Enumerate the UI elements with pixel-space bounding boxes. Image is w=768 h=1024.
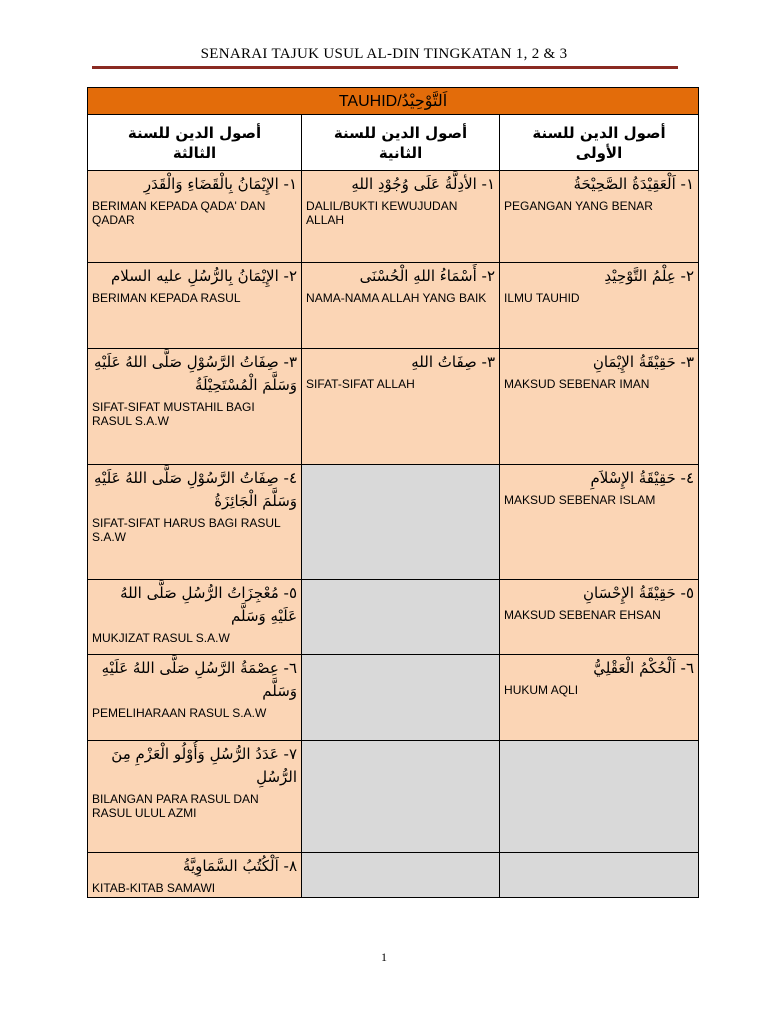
title-rule: [92, 66, 678, 69]
topic-arabic: ٢- الإِيْمَانُ بِالرُّسُلِ عليه السلام: [110, 267, 298, 285]
column-header-line: الأولى: [575, 143, 623, 162]
topic-malay: KITAB-KITAB SAMAWI: [92, 881, 216, 895]
table-row: [88, 741, 699, 853]
topic-arabic: ١- الإِيْمَانُ بِالْقَضَاءِ وَالْقَدَرِ: [143, 175, 298, 193]
topic-cell: [88, 263, 302, 349]
topic-cell: [88, 349, 302, 465]
column-header-line: الثالثة: [172, 143, 217, 162]
empty-cell: [302, 853, 500, 898]
topic-arabic: ٢- عِلْمُ التَّوْحِيْدِ: [604, 267, 695, 285]
topic-malay: MAKSUD SEBENAR IMAN: [504, 377, 650, 391]
column-header-line: الثانية: [378, 143, 423, 162]
topic-malay: BERIMAN KEPADA QADA' DAN QADAR: [92, 199, 266, 227]
table-row: [88, 465, 699, 580]
empty-cell: [302, 580, 500, 655]
topic-arabic: ٣- حَقِيْقَةُ الإِيْمَانِ: [592, 353, 695, 371]
column-header-row: [88, 115, 699, 171]
topic-malay: PEMELIHARAAN RASUL S.A.W: [92, 706, 267, 720]
topic-arabic: ٣- صِفَاتُ اللهِ: [411, 353, 496, 371]
topic-malay: ILMU TAUHID: [504, 291, 580, 305]
topic-malay: HUKUM AQLI: [504, 683, 579, 697]
empty-cell: [302, 465, 500, 580]
table-header: [88, 88, 699, 115]
topic-malay: MAKSUD SEBENAR ISLAM: [504, 493, 656, 507]
topic-malay: MUKJIZAT RASUL S.A.W: [92, 631, 230, 645]
page-number: 1: [381, 950, 387, 964]
table-row: [88, 349, 699, 465]
topic-cell: [500, 580, 699, 655]
column-header-year-1: [500, 115, 699, 171]
topic-cell: [88, 171, 302, 263]
page-title: SENARAI TAJUK USUL AL-DIN TINGKATAN 1, 2 & 3: [200, 46, 568, 62]
empty-cell: [500, 741, 699, 853]
topic-cell: [500, 349, 699, 465]
topic-malay: BERIMAN KEPADA RASUL: [92, 291, 241, 305]
topic-cell: [302, 349, 500, 465]
topic-malay: SIFAT-SIFAT ALLAH: [306, 377, 415, 391]
topic-malay: MAKSUD SEBENAR EHSAN: [504, 608, 661, 622]
topic-arabic: ١- الأدِلَّةُ عَلَى وُجُوْدِ اللهِ: [351, 175, 496, 193]
table-row: [88, 263, 699, 349]
topic-cell: [88, 853, 302, 898]
topic-cell: [88, 655, 302, 741]
topic-arabic: ٤- صِفَاتُ الرَّسُوْلِ صَلَّى اللهُ عَلَيْهِ وَسَلَّمَ الْجَائِزَةُ: [94, 469, 298, 510]
topic-arabic: ٣- صِفَاتُ الرَّسُوْلِ صَلَّى اللهُ عَلَيْهِ وَسَلَّمَ الْمُسْتَحِيْلَةُ: [94, 353, 298, 394]
topic-arabic: ٦- اَلْحُكْمُ الْعَقْلِيُّ: [593, 659, 695, 677]
topic-cell: [500, 465, 699, 580]
topic-cell: [88, 580, 302, 655]
empty-cell: [302, 655, 500, 741]
topic-cell: [88, 465, 302, 580]
topic-arabic: ٧- عَدَدُ الرُّسُلِ وَأُوْلُو الْعَزْمِ مِنَ الرُّسُلِ: [111, 745, 298, 786]
topic-malay: BILANGAN PARA RASUL DAN RASUL ULUL AZMI: [92, 792, 259, 820]
column-header-year-2: [302, 115, 500, 171]
topic-malay: SIFAT-SIFAT HARUS BAGI RASUL S.A.W: [92, 516, 281, 544]
topic-malay: SIFAT-SIFAT MUSTAHIL BAGI RASUL S.A.W: [92, 400, 255, 428]
column-header-line: أصول الدين للسنة: [532, 123, 666, 142]
topic-malay: NAMA-NAMA ALLAH YANG BAIK: [306, 291, 487, 305]
topic-cell: [88, 741, 302, 853]
topic-cell: [500, 263, 699, 349]
empty-cell: [500, 853, 699, 898]
topic-arabic: ٥- مُعْجِزَاتُ الرُّسُلِ صَلَّى اللهُ عَلَيْهِ وَسَلَّم: [120, 584, 298, 625]
topic-cell: [500, 655, 699, 741]
column-header-line: أصول الدين للسنة: [333, 123, 468, 142]
table-row: [88, 171, 699, 263]
column-header-line: أصول الدين للسنة: [127, 123, 262, 142]
topic-arabic: ٤- حَقِيْقَةُ الإِسْلاَمِ: [590, 469, 695, 487]
topic-arabic: ٢- أَسْمَاءُ اللهِ الْحُسْنَى: [359, 267, 496, 285]
topic-arabic: ١- اَلْعَقِيْدَةُ الصَّحِيْحَةُ: [573, 175, 695, 193]
table-header-text: TAUHID/اَلتَّوْحِيْدُ: [338, 93, 448, 110]
empty-cell: [302, 741, 500, 853]
topic-cell: [302, 263, 500, 349]
column-header-year-3: [88, 115, 302, 171]
table-row: [88, 655, 699, 741]
topic-malay: PEGANGAN YANG BENAR: [504, 199, 653, 213]
topic-cell: [500, 171, 699, 263]
table-row: [88, 580, 699, 655]
topic-cell: [302, 171, 500, 263]
topic-arabic: ٦- عِصْمَةُ الرَّسُلِ صَلَّى اللهُ عَلَيْهِ وَسَلَّم: [101, 659, 298, 700]
topic-arabic: ٥- حَقِيْقَةُ الإِحْسَانِ: [583, 584, 695, 602]
syllabus-table: [87, 87, 699, 898]
table-row: [88, 853, 699, 898]
topic-malay: DALIL/BUKTI KEWUJUDAN ALLAH: [306, 199, 458, 227]
topic-arabic: ٨- اَلْكُتُبُ السَّمَاوِيَّةُ: [182, 857, 298, 875]
